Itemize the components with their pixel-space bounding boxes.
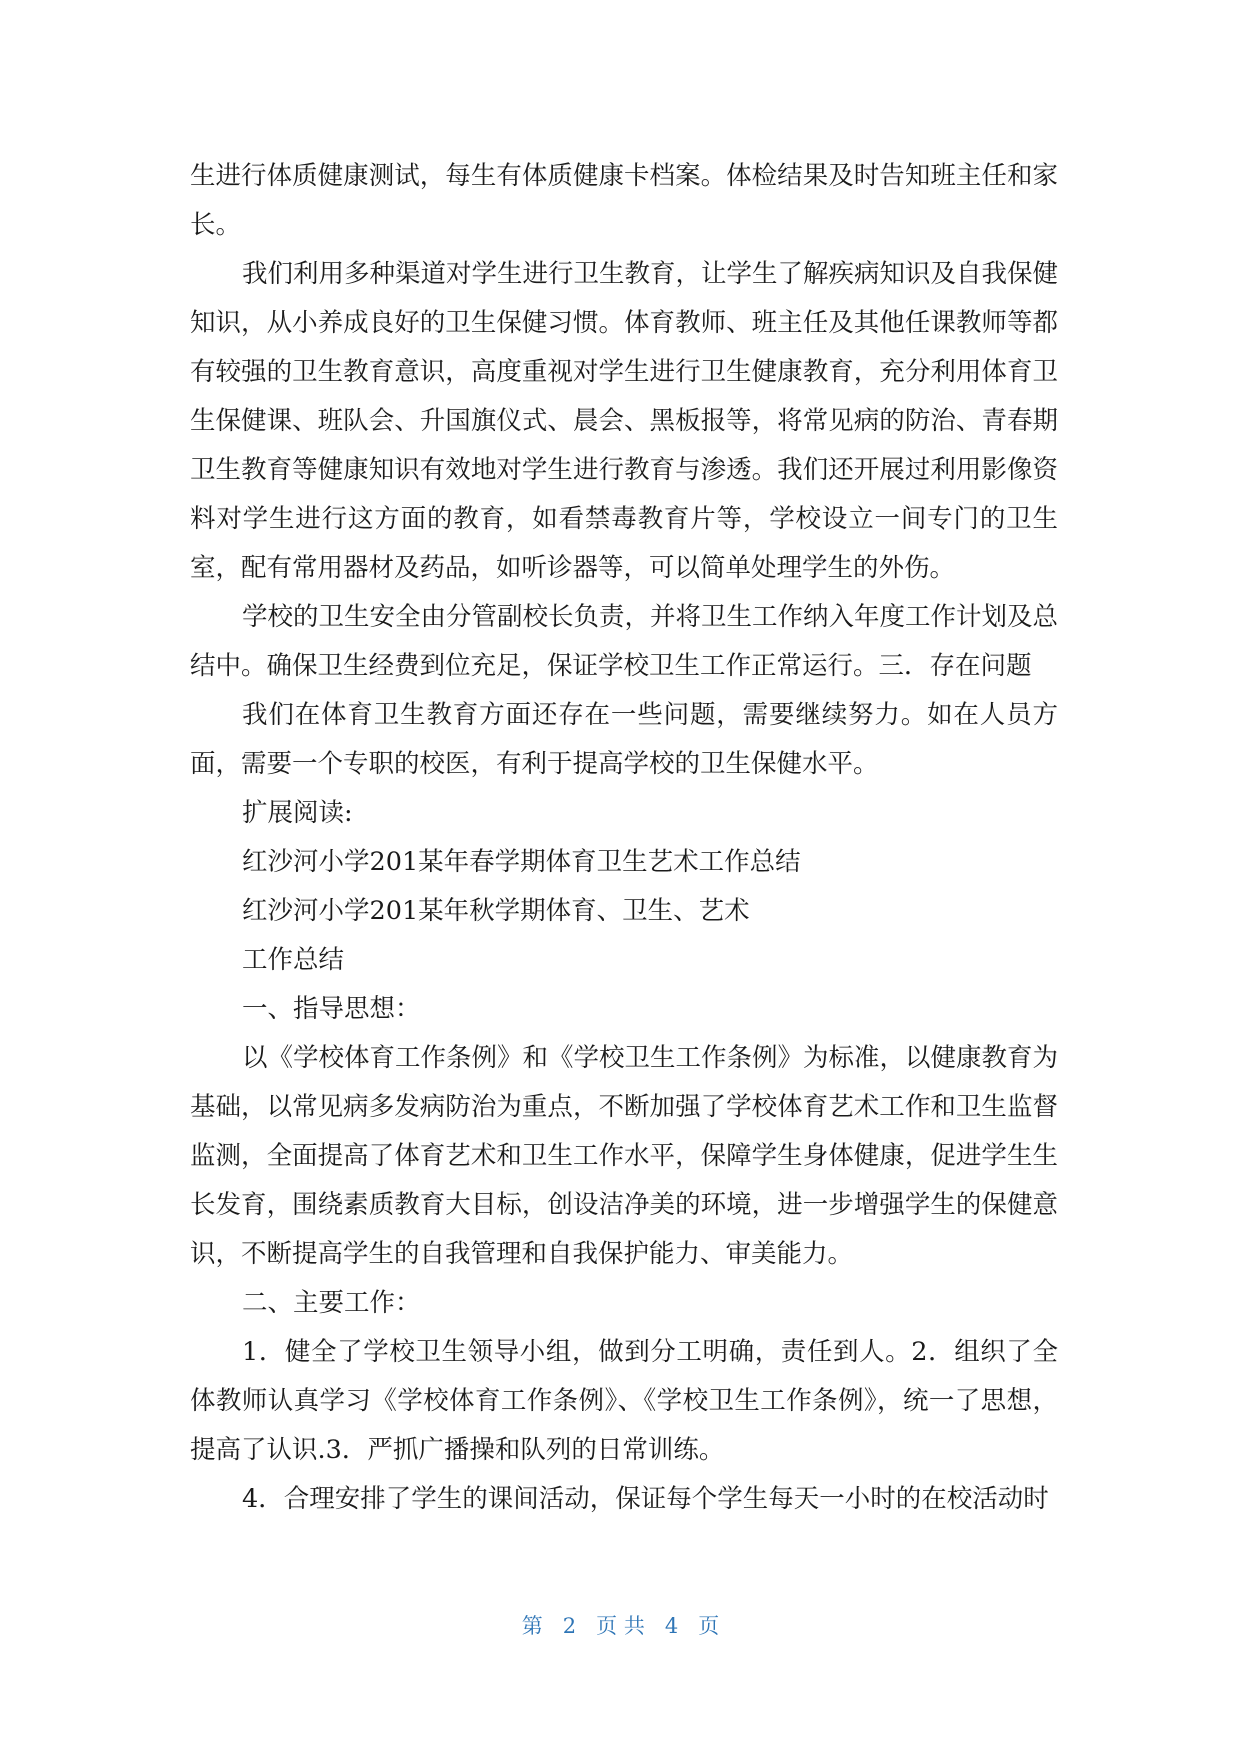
total-pages-number: 4	[664, 1614, 679, 1638]
paragraph: 工作总结	[242, 945, 345, 975]
footer-pages-label: 页	[698, 1614, 720, 1638]
paragraph: 扩展阅读:	[242, 798, 353, 828]
section-heading: 二、主要工作：	[242, 1288, 421, 1318]
paragraph: 4．合理安排了学生的课间活动，保证每个学生每天一小时的在校活动时	[242, 1484, 1049, 1514]
section-heading: 一、指导思想：	[242, 994, 421, 1024]
paragraph: 红沙河小学201某年秋学期体育、卫生、艺术	[242, 896, 750, 926]
page-footer	[0, 1610, 1241, 1640]
document-body	[190, 152, 1058, 1524]
paragraph: 以《学校体育工作条例》和《学校卫生工作条例》为标准，以健康教育为基础，以常见病多发病防治为重点，不断加强了学校体育艺术工作和卫生监督监测，全面提高了体育艺术和卫生工作水平，保障学生身体健康，促进学生生长发育，围绕素质教育大目标，创设洁净美的环境，进一步增强学生的保健意识，不断提高学生的自我管理和自我保护能力、审美能力。	[190, 1043, 1059, 1269]
footer-page-label: 第	[521, 1614, 543, 1638]
paragraph: 学校的卫生安全由分管副校长负责，并将卫生工作纳入年度工作计划及总结中。确保卫生经费到位充足，保证学校卫生工作正常运行。三．存在问题	[190, 602, 1059, 681]
paragraph: 我们利用多种渠道对学生进行卫生教育，让学生了解疾病知识及自我保健知识，从小养成良好的卫生保健习惯。体育教师、班主任及其他任课教师等都有较强的卫生教育意识，高度重视对学生进行卫生健康教育，充分利用体育卫生保健课、班队会、升国旗仪式、晨会、黑板报等，将常见病的防治、青春期卫生教育等健康知识有效地对学生进行教育与渗透。我们还开展过利用影像资料对学生进行这方面的教育，如看禁毒教育片等，学校设立一间专门的卫生室，配有常用器材及药品，如听诊器等，可以简单处理学生的外伤。	[190, 259, 1059, 583]
paragraph: 1．健全了学校卫生领导小组，做到分工明确，责任到人。2．组织了全体教师认真学习《学校体育工作条例》、《学校卫生工作条例》，统一了思想，提高了认识.3．严抓广播操和队列的日常训练。	[190, 1337, 1058, 1465]
paragraph: 红沙河小学201某年春学期体育卫生艺术工作总结	[242, 847, 801, 877]
footer-of-label: 页 共	[596, 1614, 645, 1638]
paragraph: 我们在体育卫生教育方面还存在一些问题，需要继续努力。如在人员方面，需要一个专职的校医，有利于提高学校的卫生保健水平。	[190, 700, 1058, 779]
current-page-number: 2	[562, 1614, 577, 1638]
paragraph: 生进行体质健康测试，每生有体质健康卡档案。体检结果及时告知班主任和家长。	[190, 161, 1058, 240]
